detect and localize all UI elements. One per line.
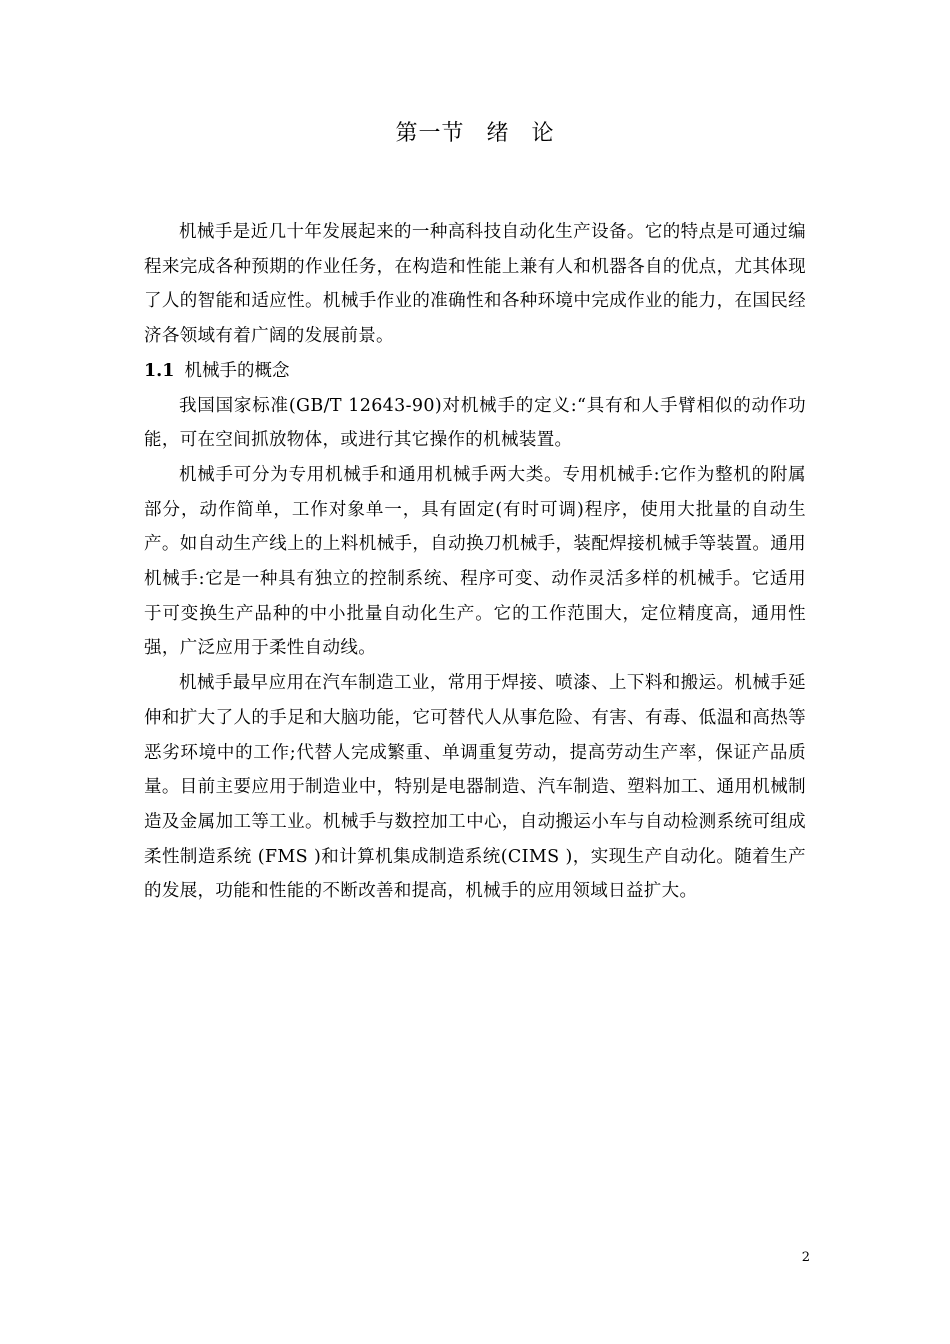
paragraph-classification: 机械手可分为专用机械手和通用机械手两大类。专用机械手:它作为整机的附属部分，动作简单，工作对象单一，具有固定(有时可调)程序，使用大批量的自动生产。如自动生产线上的上料机械手，自动换刀机械手，装配焊接机械手等装置。通用机械手:它是一种具有独立的控制系统、程序可变、动作灵活多样的机械手。它适用于可变换生产品种的中小批量自动化生产。它的工作范围大，定位精度高，通用性强，广泛应用于柔性自动线。 [144,464,806,659]
page-number: 2 [801,1250,810,1265]
section-heading [144,354,806,389]
chapter-title: 第一节 绪 论 [395,121,555,146]
section-title: 机械手的概念 [184,360,290,381]
paragraph-applications: 机械手最早应用在汽车制造工业，常用于焊接、喷漆、上下料和搬运。机械手延伸和扩大了人的手足和大脑功能，它可替代人从事危险、有害、有毒、低温和高热等恶劣环境中的工作;代替人完成繁重、单调重复劳动，提高劳动生产率，保证产品质量。目前主要应用于制造业中，特别是电器制造、汽车制造、塑料加工、通用机械制造及金属加工等工业。机械手与数控加工中心，自动搬运小车与自动检测系统可组成柔性制造系统 (FMS )和计算机集成制造系统(CIMS )，实现生产自动化。随着生产的发展，功能和性能的不断改善和提高，机械手的应用领域日益扩大。 [144,673,806,902]
body-text [144,215,806,909]
section-number: 1.1 [144,360,175,381]
paragraph-definition: 我国国家标准(GB/T 12643-90)对机械手的定义:“具有和人手臂相似的动作功能，可在空间抓放物体，或进行其它操作的机械装置。 [144,395,806,451]
intro-paragraph: 机械手是近几十年发展起来的一种高科技自动化生产设备。它的特点是可通过编程来完成各种预期的作业任务，在构造和性能上兼有人和机器各自的优点，尤其体现了人的智能和适应性。机械手作业的准确性和各种环境中完成作业的能力，在国民经济各领域有着广阔的发展前景。 [144,222,806,347]
